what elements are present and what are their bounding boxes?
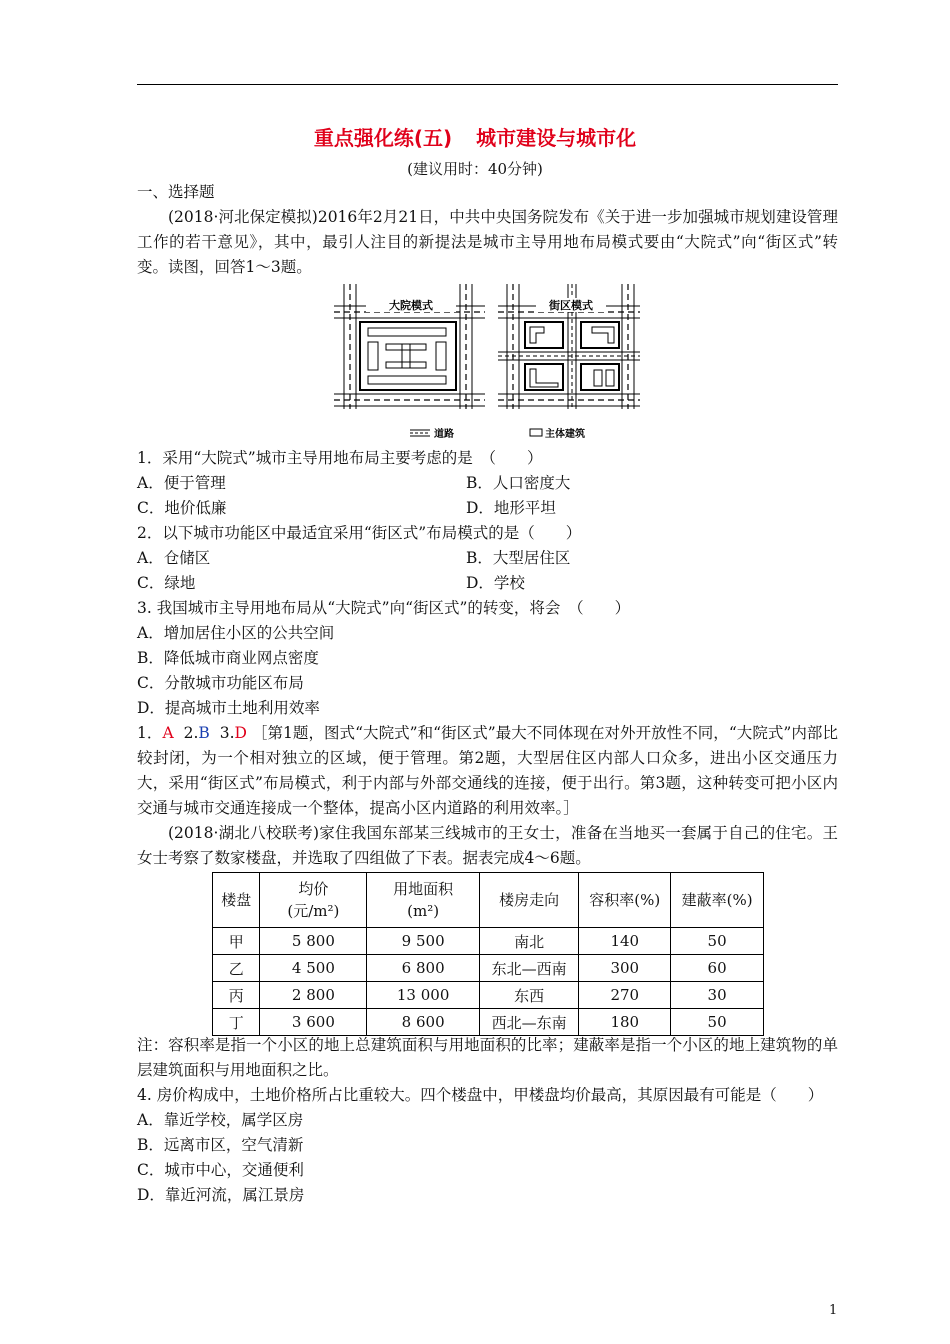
intro-paragraph-2: (2018·湖北八校联考)家住我国东部某三线城市的王女士，准备在当地买一套属于自己的住宅。王女士考察了数家楼盘，并选取了四组做了下表。据表完成4～6题。 [137,824,838,867]
question-2-option-a: A．仓储区 [137,549,211,567]
header-rule [137,84,838,85]
answer-3: D [234,724,247,742]
question-4-stem: 4. 房价构成中，土地价格所占比重较大。四个楼盘中，甲楼盘均价最高，其原因最有可能是（ ） [137,1086,824,1104]
intro-paragraph-1: (2018·河北保定模拟)2016年2月21日，中共中央国务院发布《关于进一步加强城市规划建设管理工作的若干意见》，其中，最引人注目的新提法是城市主导用地布局模式要由“大院式”向“街区式”转变。读图，回答1～3题。 [137,208,838,276]
header-coverage-ratio: 建蔽率(%) [671,873,764,928]
table-header-row [213,873,764,928]
header-plot-ratio: 容积率(%) [579,873,671,928]
page-number: 1 [829,1303,838,1318]
courtyard-mode-label: 大院模式 [389,299,433,312]
question-2-option-b: B．大型居住区 [466,549,571,567]
block-mode-label: 街区模式 [549,299,593,312]
layout-diagram [330,284,640,444]
table-row: 甲 5 800 9 500 南北 140 50 [213,928,764,955]
question-3-option-b: B．降低城市商业网点密度 [137,649,319,667]
question-1-option-b: B．人口密度大 [466,474,571,492]
question-3-option-d: D．提高城市土地利用效率 [137,699,320,717]
question-1-stem: 1．采用“大院式”城市主导用地布局主要考虑的是 （ ） [137,449,543,467]
question-1-option-c: C．地价低廉 [137,499,227,517]
question-4-option-b: B．远离市区，空气清新 [137,1136,304,1154]
question-2-option-d: D．学校 [466,574,525,592]
table-row: 乙 4 500 6 800 东北—西南 300 60 [213,955,764,982]
header-avg-price: 均价 (元/m²) [260,873,367,928]
suggested-time: (建议用时：40分钟) [407,160,543,178]
courtyard-mode-diagram [334,284,485,409]
question-3-option-a: A．增加居住小区的公共空间 [137,624,335,642]
answer-explanation: ［第1题，图式“大院式”和“街区式”最大不同体现在对外开放性不同，“大院式”内部比较封闭，为一个相对独立的区域，便于管理。第2题，大型居住区内部人口众多，进出小区交通压力大，采用“街区式”布局模式，利于内部与外部交通线的连接，便于出行。第3题，这种转变可把小区内交通与城市交通连接成一个整体，提高小区内道路的利用效率。］ [137,724,838,817]
question-1-option-a: A．便于管理 [137,474,226,492]
legend-building: 主体建筑 [545,429,585,440]
header-land-area: 用地面积 (m²) [367,873,480,928]
question-4-option-a: A．靠近学校，属学区房 [137,1111,304,1129]
answer-2: B [198,724,210,742]
header-orientation: 楼房走向 [479,873,578,928]
question-3-stem: 3. 我国城市主导用地布局从“大院式”向“街区式”的转变，将会 （ ） [137,599,631,617]
section-heading: 一、选择题 [137,183,215,201]
table-row: 丙 2 800 13 000 东西 270 30 [213,982,764,1009]
question-1-option-d: D．地形平坦 [466,499,556,517]
answer-1: A [162,724,174,742]
question-2-stem: 2．以下城市功能区中最适宜采用“街区式”布局模式的是（ ） [137,524,582,542]
property-table [212,872,764,1036]
question-2-option-c: C．绿地 [137,574,196,592]
question-3-option-c: C．分散城市功能区布局 [137,674,304,692]
answers-1-3: 1．A 2.B 3.D ［第1题，图式“大院式”和“街区式”最大不同体现在对外开放性不同，“大院式”内部比较封闭，为一个相对独立的区域，便于管理。第2题，大型居住区内部人口众多，进出小区交通压力大，采用“街区式”布局模式，利于内部与外部交通线的连接，便于出行。第3题，这种转变可把小区内交通与城市交通连接成一个整体，提高小区内道路的利用效率。］ [137,724,838,817]
question-4-option-c: C．城市中心，交通便利 [137,1161,304,1179]
header-property: 楼盘 [213,873,260,928]
page-title: 重点强化练(五) 城市建设与城市化 [313,126,637,150]
block-mode-diagram [498,284,640,409]
table-note: 注：容积率是指一个小区的地上总建筑面积与用地面积的比率；建蔽率是指一个小区的地上建筑物的单层建筑面积与用地面积之比。 [137,1036,838,1079]
legend [410,427,585,440]
question-4-option-d: D．靠近河流，属江景房 [137,1186,305,1204]
table-row: 丁 3 600 8 600 西北—东南 180 50 [213,1009,764,1036]
legend-road: 道路 [434,429,454,440]
